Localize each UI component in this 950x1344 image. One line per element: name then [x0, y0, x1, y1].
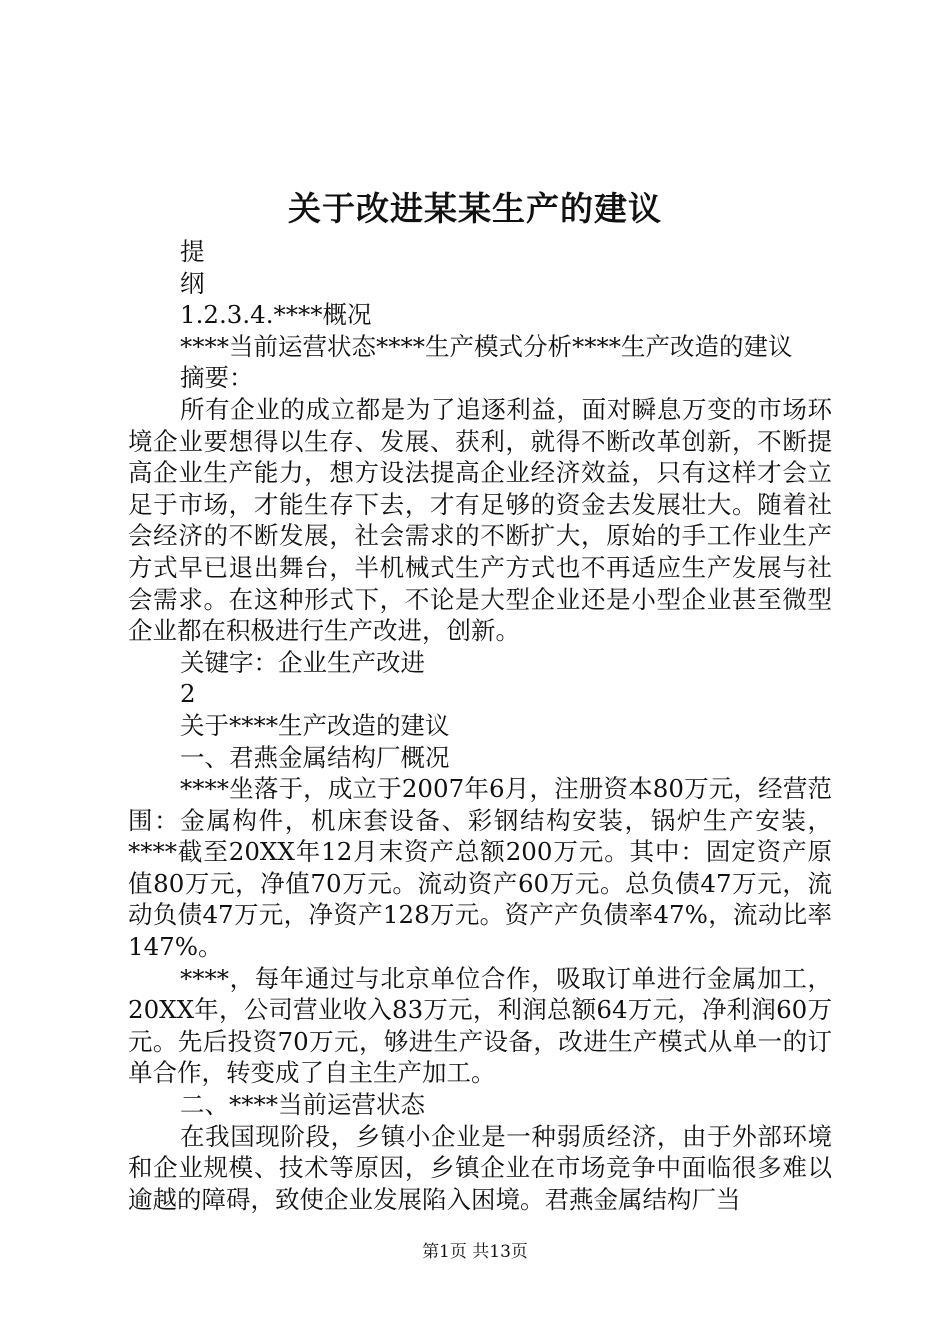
page-marker: 2: [180, 679, 196, 709]
abstract-label: 摘要：: [180, 363, 254, 393]
outline-numbers: 1.2.3.4.****概况: [180, 300, 372, 330]
keywords: 关键字：企业生产改进: [180, 647, 425, 677]
document-body: [128, 236, 832, 1215]
page-footer: 第1页 共13页: [422, 1242, 528, 1262]
paragraph-3: 在我国现阶段，乡镇小企业是一种弱质经济，由于外部环境和企业规模、技术等原因，乡镇企业在市场竞争中面临很多难以逾越的障碍，致使企业发展陷入困境。君燕金属结构厂当: [128, 1121, 832, 1214]
heading-1: 一、君燕金属结构厂概况: [180, 742, 450, 772]
paragraph-2: ****，每年通过与北京单位合作，吸取订单进行金属加工，20XX年，公司营业收入83万元，利润总额64万元，净利润60万元。先后投资70万元，够进生产设备，改进生产模式从单一的订单合作，转变成了自主生产加工。: [128, 963, 832, 1088]
document-title: 关于改进某某生产的建议: [288, 189, 662, 228]
abstract-paragraph: 所有企业的成立都是为了追逐利益，面对瞬息万变的市场环境企业要想得以生存、发展、获利，就得不断改革创新，不断提高企业生产能力，想方设法提高企业经济效益，只有这样才会立足于市场，才能生存下去，才有足够的资金去发展壮大。随着社会经济的不断发展，社会需求的不断扩大，原始的手工作业生产方式早已退出舞台，半机械式生产方式也不再适应生产发展与社会需求。在这种形式下，不论是大型企业还是小型企业甚至微型企业都在积极进行生产改进，创新。: [128, 394, 832, 646]
outline-label-1: 提: [180, 237, 205, 266]
outline-label-2: 纲: [180, 268, 205, 298]
paragraph-1: ****坐落于，成立于2007年6月，注册资本80万元，经营范围：金属构件，机床套设备、彩钢结构安装，锅炉生产安装，****截至20XX年12月末资产总额200万元。其中：固定资产原值80万元，净值70万元。流动资产60万元。总负债47万元，流动负债47万元，净资产128万元。资产产负债率47%，流动比率147%。: [128, 774, 832, 962]
heading-2: 二、****当前运营状态: [180, 1090, 425, 1120]
section-title: 关于****生产改造的建议: [180, 710, 450, 740]
outline-items: ****当前运营状态****生产模式分析****生产改造的建议: [180, 331, 793, 361]
